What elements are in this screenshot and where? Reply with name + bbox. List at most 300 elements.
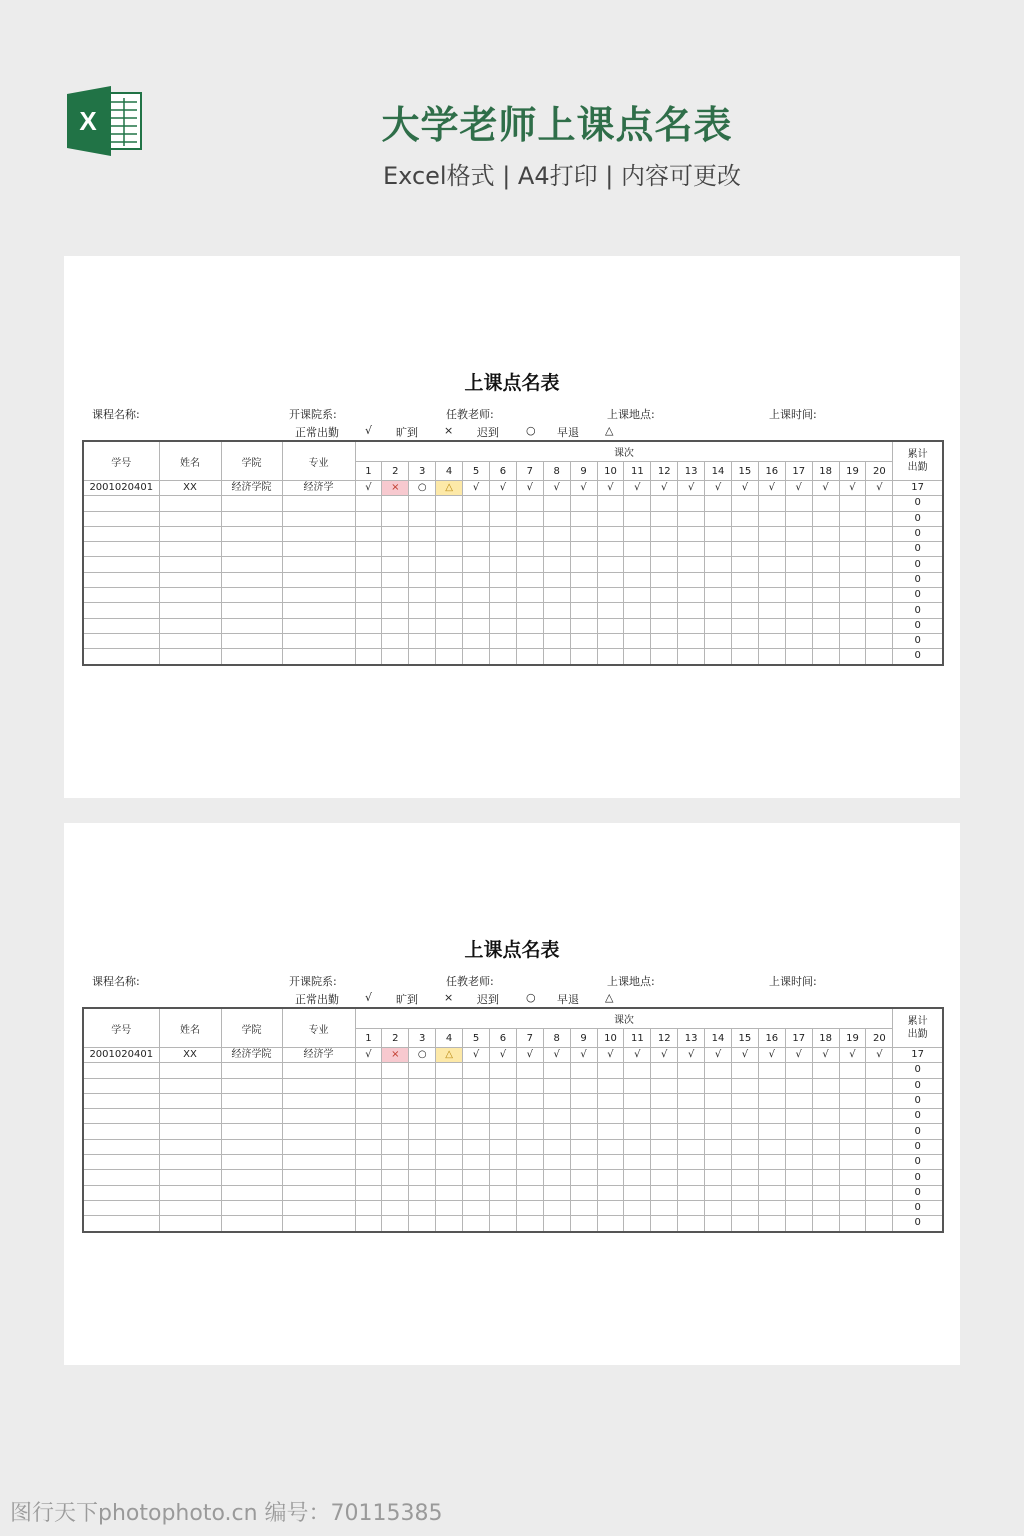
attendance-cell[interactable] bbox=[651, 1185, 678, 1200]
attendance-cell[interactable] bbox=[866, 588, 893, 603]
attendance-cell[interactable] bbox=[812, 1093, 839, 1108]
attendance-cell[interactable] bbox=[436, 1216, 463, 1232]
attendance-cell[interactable] bbox=[543, 1139, 570, 1154]
attendance-cell[interactable] bbox=[570, 496, 597, 511]
attendance-cell[interactable] bbox=[463, 618, 490, 633]
attendance-cell[interactable] bbox=[678, 1170, 705, 1185]
attendance-cell[interactable] bbox=[839, 649, 866, 665]
attendance-cell[interactable] bbox=[543, 603, 570, 618]
cell-name[interactable] bbox=[159, 588, 221, 603]
attendance-cell[interactable] bbox=[597, 1170, 624, 1185]
attendance-cell[interactable] bbox=[678, 1185, 705, 1200]
field-course[interactable]: 课程名称: bbox=[92, 408, 140, 421]
attendance-cell[interactable] bbox=[758, 618, 785, 633]
attendance-cell[interactable] bbox=[678, 1216, 705, 1232]
attendance-cell[interactable]: √ bbox=[543, 481, 570, 496]
attendance-cell[interactable] bbox=[597, 1124, 624, 1139]
attendance-cell[interactable] bbox=[409, 572, 436, 587]
attendance-cell[interactable] bbox=[570, 1216, 597, 1232]
attendance-cell[interactable] bbox=[839, 1185, 866, 1200]
attendance-cell[interactable] bbox=[463, 1109, 490, 1124]
attendance-cell[interactable]: ○ bbox=[409, 1048, 436, 1063]
cell-id[interactable] bbox=[83, 557, 159, 572]
attendance-cell[interactable] bbox=[355, 572, 382, 587]
attendance-cell[interactable] bbox=[570, 1185, 597, 1200]
attendance-cell[interactable] bbox=[489, 542, 516, 557]
attendance-cell[interactable] bbox=[570, 1109, 597, 1124]
attendance-cell[interactable] bbox=[543, 542, 570, 557]
attendance-cell[interactable] bbox=[489, 618, 516, 633]
attendance-cell[interactable] bbox=[409, 1109, 436, 1124]
attendance-cell[interactable] bbox=[839, 633, 866, 648]
attendance-cell[interactable] bbox=[489, 572, 516, 587]
attendance-cell[interactable] bbox=[812, 1216, 839, 1232]
attendance-cell[interactable] bbox=[705, 1109, 732, 1124]
attendance-cell[interactable] bbox=[543, 1124, 570, 1139]
attendance-cell[interactable] bbox=[758, 588, 785, 603]
attendance-cell[interactable] bbox=[597, 1200, 624, 1215]
attendance-cell[interactable] bbox=[624, 542, 651, 557]
attendance-cell[interactable] bbox=[489, 1155, 516, 1170]
cell-name[interactable] bbox=[159, 542, 221, 557]
attendance-cell[interactable] bbox=[409, 1139, 436, 1154]
attendance-cell[interactable] bbox=[355, 542, 382, 557]
cell-college[interactable] bbox=[221, 1185, 282, 1200]
attendance-cell[interactable] bbox=[651, 588, 678, 603]
attendance-cell[interactable] bbox=[678, 633, 705, 648]
attendance-cell[interactable] bbox=[678, 542, 705, 557]
attendance-cell[interactable] bbox=[355, 557, 382, 572]
cell-name[interactable] bbox=[159, 1078, 221, 1093]
attendance-cell[interactable] bbox=[597, 511, 624, 526]
attendance-cell[interactable] bbox=[597, 633, 624, 648]
attendance-cell[interactable] bbox=[382, 1063, 409, 1078]
attendance-cell[interactable] bbox=[463, 1155, 490, 1170]
attendance-cell[interactable] bbox=[436, 1185, 463, 1200]
cell-major[interactable] bbox=[282, 1170, 355, 1185]
attendance-cell[interactable] bbox=[624, 1063, 651, 1078]
attendance-cell[interactable] bbox=[382, 603, 409, 618]
cell-name[interactable] bbox=[159, 1200, 221, 1215]
attendance-cell[interactable] bbox=[570, 1139, 597, 1154]
attendance-cell[interactable] bbox=[409, 633, 436, 648]
attendance-cell[interactable] bbox=[463, 1200, 490, 1215]
cell-college[interactable]: 经济学院 bbox=[221, 1048, 282, 1063]
attendance-cell[interactable]: √ bbox=[866, 481, 893, 496]
attendance-cell[interactable]: √ bbox=[839, 481, 866, 496]
attendance-cell[interactable] bbox=[570, 1093, 597, 1108]
cell-major[interactable] bbox=[282, 1200, 355, 1215]
attendance-cell[interactable] bbox=[436, 1170, 463, 1185]
attendance-cell[interactable] bbox=[489, 1216, 516, 1232]
attendance-cell[interactable] bbox=[812, 1185, 839, 1200]
attendance-cell[interactable] bbox=[866, 1124, 893, 1139]
attendance-cell[interactable] bbox=[463, 511, 490, 526]
attendance-cell[interactable]: √ bbox=[543, 1048, 570, 1063]
attendance-cell[interactable] bbox=[355, 603, 382, 618]
attendance-cell[interactable] bbox=[489, 633, 516, 648]
attendance-cell[interactable] bbox=[436, 1200, 463, 1215]
attendance-cell[interactable] bbox=[543, 1185, 570, 1200]
attendance-cell[interactable] bbox=[382, 618, 409, 633]
cell-id[interactable] bbox=[83, 542, 159, 557]
cell-major[interactable] bbox=[282, 633, 355, 648]
attendance-cell[interactable] bbox=[785, 588, 812, 603]
attendance-cell[interactable] bbox=[812, 588, 839, 603]
attendance-cell[interactable] bbox=[839, 1109, 866, 1124]
cell-name[interactable] bbox=[159, 649, 221, 665]
attendance-cell[interactable] bbox=[436, 1063, 463, 1078]
attendance-cell[interactable] bbox=[489, 511, 516, 526]
attendance-cell[interactable] bbox=[570, 603, 597, 618]
attendance-cell[interactable] bbox=[624, 618, 651, 633]
attendance-cell[interactable] bbox=[785, 1170, 812, 1185]
attendance-cell[interactable] bbox=[516, 1063, 543, 1078]
attendance-cell[interactable] bbox=[463, 557, 490, 572]
attendance-cell[interactable] bbox=[758, 511, 785, 526]
attendance-cell[interactable] bbox=[839, 588, 866, 603]
attendance-cell[interactable] bbox=[516, 1155, 543, 1170]
attendance-cell[interactable] bbox=[516, 588, 543, 603]
cell-id[interactable] bbox=[83, 1063, 159, 1078]
attendance-cell[interactable] bbox=[463, 1139, 490, 1154]
attendance-cell[interactable] bbox=[624, 511, 651, 526]
cell-college[interactable] bbox=[221, 603, 282, 618]
attendance-cell[interactable] bbox=[839, 496, 866, 511]
cell-college[interactable] bbox=[221, 649, 282, 665]
attendance-cell[interactable]: √ bbox=[678, 481, 705, 496]
attendance-cell[interactable] bbox=[758, 1093, 785, 1108]
attendance-cell[interactable] bbox=[436, 511, 463, 526]
attendance-cell[interactable] bbox=[678, 1078, 705, 1093]
attendance-cell[interactable] bbox=[624, 649, 651, 665]
attendance-cell[interactable] bbox=[436, 1139, 463, 1154]
attendance-cell[interactable] bbox=[543, 526, 570, 541]
attendance-cell[interactable]: √ bbox=[731, 481, 758, 496]
attendance-cell[interactable] bbox=[785, 1124, 812, 1139]
attendance-cell[interactable] bbox=[516, 1170, 543, 1185]
attendance-cell[interactable] bbox=[812, 1078, 839, 1093]
cell-id[interactable] bbox=[83, 1200, 159, 1215]
attendance-cell[interactable] bbox=[785, 633, 812, 648]
attendance-cell[interactable] bbox=[489, 1139, 516, 1154]
cell-name[interactable] bbox=[159, 557, 221, 572]
attendance-cell[interactable] bbox=[463, 1170, 490, 1185]
attendance-cell[interactable] bbox=[651, 1155, 678, 1170]
attendance-cell[interactable] bbox=[489, 588, 516, 603]
cell-major[interactable] bbox=[282, 1139, 355, 1154]
attendance-cell[interactable] bbox=[866, 542, 893, 557]
attendance-cell[interactable] bbox=[570, 557, 597, 572]
cell-major[interactable] bbox=[282, 1093, 355, 1108]
attendance-cell[interactable] bbox=[651, 1063, 678, 1078]
cell-name[interactable] bbox=[159, 1170, 221, 1185]
attendance-cell[interactable] bbox=[597, 1078, 624, 1093]
attendance-cell[interactable] bbox=[543, 633, 570, 648]
attendance-cell[interactable] bbox=[731, 588, 758, 603]
attendance-cell[interactable] bbox=[678, 1200, 705, 1215]
attendance-cell[interactable] bbox=[597, 1216, 624, 1232]
attendance-cell[interactable] bbox=[812, 1109, 839, 1124]
cell-major[interactable]: 经济学 bbox=[282, 1048, 355, 1063]
cell-major[interactable] bbox=[282, 1078, 355, 1093]
attendance-cell[interactable] bbox=[651, 572, 678, 587]
attendance-cell[interactable] bbox=[731, 1093, 758, 1108]
attendance-cell[interactable] bbox=[731, 1200, 758, 1215]
cell-id[interactable]: 2001020401 bbox=[83, 1048, 159, 1063]
attendance-cell[interactable] bbox=[355, 1093, 382, 1108]
attendance-cell[interactable] bbox=[624, 1078, 651, 1093]
cell-major[interactable] bbox=[282, 603, 355, 618]
field-teacher[interactable]: 任教老师: bbox=[446, 975, 494, 988]
cell-id[interactable] bbox=[83, 588, 159, 603]
field-department[interactable]: 开课院系: bbox=[289, 408, 337, 421]
attendance-cell[interactable] bbox=[651, 496, 678, 511]
attendance-cell[interactable] bbox=[785, 1093, 812, 1108]
attendance-cell[interactable] bbox=[651, 1170, 678, 1185]
attendance-cell[interactable]: √ bbox=[785, 481, 812, 496]
attendance-cell[interactable] bbox=[624, 526, 651, 541]
attendance-cell[interactable] bbox=[651, 618, 678, 633]
cell-id[interactable] bbox=[83, 496, 159, 511]
cell-major[interactable] bbox=[282, 1109, 355, 1124]
attendance-cell[interactable] bbox=[597, 496, 624, 511]
attendance-cell[interactable] bbox=[489, 1185, 516, 1200]
attendance-cell[interactable] bbox=[382, 542, 409, 557]
attendance-cell[interactable] bbox=[624, 1155, 651, 1170]
attendance-cell[interactable] bbox=[436, 1155, 463, 1170]
attendance-cell[interactable] bbox=[678, 572, 705, 587]
attendance-cell[interactable] bbox=[624, 1170, 651, 1185]
cell-major[interactable] bbox=[282, 1216, 355, 1232]
cell-id[interactable] bbox=[83, 618, 159, 633]
cell-id[interactable] bbox=[83, 1216, 159, 1232]
cell-college[interactable] bbox=[221, 588, 282, 603]
attendance-cell[interactable] bbox=[543, 511, 570, 526]
attendance-cell[interactable] bbox=[731, 1139, 758, 1154]
attendance-cell[interactable] bbox=[624, 1109, 651, 1124]
attendance-cell[interactable] bbox=[785, 649, 812, 665]
attendance-cell[interactable] bbox=[382, 526, 409, 541]
attendance-cell[interactable] bbox=[705, 1063, 732, 1078]
attendance-cell[interactable] bbox=[651, 526, 678, 541]
attendance-cell[interactable] bbox=[463, 1185, 490, 1200]
attendance-cell[interactable]: √ bbox=[651, 1048, 678, 1063]
attendance-cell[interactable] bbox=[355, 1200, 382, 1215]
attendance-cell[interactable] bbox=[624, 572, 651, 587]
attendance-cell[interactable] bbox=[516, 572, 543, 587]
attendance-cell[interactable] bbox=[731, 511, 758, 526]
attendance-cell[interactable] bbox=[758, 1078, 785, 1093]
attendance-cell[interactable] bbox=[731, 542, 758, 557]
attendance-cell[interactable] bbox=[409, 1185, 436, 1200]
attendance-cell[interactable] bbox=[516, 1109, 543, 1124]
attendance-cell[interactable] bbox=[678, 496, 705, 511]
attendance-cell[interactable] bbox=[489, 1078, 516, 1093]
cell-major[interactable] bbox=[282, 1063, 355, 1078]
attendance-cell[interactable] bbox=[463, 1093, 490, 1108]
attendance-cell[interactable] bbox=[543, 1216, 570, 1232]
attendance-cell[interactable] bbox=[705, 1185, 732, 1200]
attendance-cell[interactable] bbox=[812, 618, 839, 633]
attendance-cell[interactable]: × bbox=[382, 1048, 409, 1063]
attendance-cell[interactable] bbox=[570, 633, 597, 648]
attendance-cell[interactable] bbox=[409, 557, 436, 572]
attendance-cell[interactable]: √ bbox=[758, 481, 785, 496]
cell-name[interactable]: XX bbox=[159, 1048, 221, 1063]
attendance-cell[interactable] bbox=[812, 526, 839, 541]
cell-college[interactable] bbox=[221, 1078, 282, 1093]
attendance-cell[interactable] bbox=[705, 1124, 732, 1139]
attendance-cell[interactable] bbox=[436, 633, 463, 648]
cell-college[interactable] bbox=[221, 496, 282, 511]
attendance-cell[interactable] bbox=[812, 572, 839, 587]
cell-id[interactable] bbox=[83, 649, 159, 665]
attendance-cell[interactable] bbox=[516, 511, 543, 526]
attendance-cell[interactable] bbox=[651, 1139, 678, 1154]
attendance-cell[interactable] bbox=[597, 1063, 624, 1078]
attendance-cell[interactable] bbox=[543, 1155, 570, 1170]
field-teacher[interactable]: 任教老师: bbox=[446, 408, 494, 421]
attendance-cell[interactable]: √ bbox=[705, 1048, 732, 1063]
attendance-cell[interactable] bbox=[597, 526, 624, 541]
attendance-cell[interactable] bbox=[866, 1185, 893, 1200]
attendance-cell[interactable] bbox=[436, 603, 463, 618]
attendance-cell[interactable] bbox=[382, 649, 409, 665]
attendance-cell[interactable] bbox=[543, 588, 570, 603]
attendance-cell[interactable] bbox=[436, 1093, 463, 1108]
cell-name[interactable] bbox=[159, 603, 221, 618]
attendance-cell[interactable] bbox=[355, 1185, 382, 1200]
attendance-cell[interactable] bbox=[812, 496, 839, 511]
attendance-cell[interactable] bbox=[463, 526, 490, 541]
attendance-cell[interactable] bbox=[624, 588, 651, 603]
attendance-cell[interactable] bbox=[651, 557, 678, 572]
attendance-cell[interactable] bbox=[785, 618, 812, 633]
attendance-cell[interactable] bbox=[839, 1139, 866, 1154]
attendance-cell[interactable] bbox=[355, 588, 382, 603]
attendance-cell[interactable] bbox=[705, 1093, 732, 1108]
attendance-cell[interactable] bbox=[543, 649, 570, 665]
cell-major[interactable] bbox=[282, 588, 355, 603]
cell-id[interactable] bbox=[83, 572, 159, 587]
attendance-cell[interactable] bbox=[651, 1078, 678, 1093]
attendance-cell[interactable] bbox=[597, 649, 624, 665]
attendance-cell[interactable]: √ bbox=[489, 1048, 516, 1063]
attendance-cell[interactable] bbox=[463, 603, 490, 618]
attendance-cell[interactable] bbox=[758, 1200, 785, 1215]
cell-college[interactable] bbox=[221, 1093, 282, 1108]
attendance-cell[interactable] bbox=[731, 1170, 758, 1185]
attendance-cell[interactable] bbox=[543, 1078, 570, 1093]
cell-name[interactable] bbox=[159, 1216, 221, 1232]
cell-id[interactable] bbox=[83, 633, 159, 648]
attendance-cell[interactable] bbox=[839, 1063, 866, 1078]
cell-major[interactable] bbox=[282, 542, 355, 557]
attendance-cell[interactable] bbox=[785, 1063, 812, 1078]
attendance-cell[interactable] bbox=[839, 572, 866, 587]
attendance-cell[interactable] bbox=[678, 603, 705, 618]
attendance-cell[interactable] bbox=[597, 618, 624, 633]
attendance-cell[interactable] bbox=[731, 649, 758, 665]
attendance-cell[interactable] bbox=[758, 1185, 785, 1200]
cell-college[interactable] bbox=[221, 1200, 282, 1215]
cell-name[interactable] bbox=[159, 1185, 221, 1200]
cell-name[interactable] bbox=[159, 526, 221, 541]
attendance-cell[interactable] bbox=[489, 1093, 516, 1108]
cell-college[interactable]: 经济学院 bbox=[221, 481, 282, 496]
attendance-cell[interactable] bbox=[812, 1170, 839, 1185]
attendance-cell[interactable] bbox=[866, 557, 893, 572]
attendance-cell[interactable] bbox=[731, 1124, 758, 1139]
attendance-cell[interactable] bbox=[382, 633, 409, 648]
attendance-cell[interactable]: △ bbox=[436, 481, 463, 496]
cell-major[interactable] bbox=[282, 1185, 355, 1200]
attendance-cell[interactable] bbox=[382, 572, 409, 587]
attendance-cell[interactable] bbox=[543, 496, 570, 511]
attendance-cell[interactable] bbox=[866, 511, 893, 526]
attendance-cell[interactable] bbox=[463, 1216, 490, 1232]
attendance-cell[interactable] bbox=[409, 1170, 436, 1185]
cell-major[interactable] bbox=[282, 557, 355, 572]
attendance-cell[interactable] bbox=[785, 1078, 812, 1093]
attendance-cell[interactable] bbox=[543, 1093, 570, 1108]
attendance-cell[interactable] bbox=[382, 1078, 409, 1093]
attendance-cell[interactable]: × bbox=[382, 481, 409, 496]
attendance-cell[interactable] bbox=[839, 1155, 866, 1170]
attendance-cell[interactable] bbox=[355, 526, 382, 541]
attendance-cell[interactable] bbox=[758, 572, 785, 587]
attendance-cell[interactable] bbox=[651, 633, 678, 648]
cell-name[interactable] bbox=[159, 1139, 221, 1154]
attendance-cell[interactable] bbox=[597, 1139, 624, 1154]
attendance-cell[interactable] bbox=[678, 588, 705, 603]
attendance-cell[interactable] bbox=[382, 1200, 409, 1215]
attendance-cell[interactable] bbox=[705, 1155, 732, 1170]
cell-college[interactable] bbox=[221, 1124, 282, 1139]
attendance-cell[interactable] bbox=[436, 496, 463, 511]
attendance-cell[interactable] bbox=[866, 1155, 893, 1170]
field-course[interactable]: 课程名称: bbox=[92, 975, 140, 988]
attendance-cell[interactable] bbox=[812, 1124, 839, 1139]
attendance-cell[interactable] bbox=[489, 603, 516, 618]
cell-id[interactable] bbox=[83, 1170, 159, 1185]
attendance-cell[interactable]: √ bbox=[597, 481, 624, 496]
attendance-cell[interactable]: √ bbox=[624, 1048, 651, 1063]
attendance-cell[interactable] bbox=[758, 1109, 785, 1124]
attendance-cell[interactable]: √ bbox=[570, 481, 597, 496]
attendance-cell[interactable] bbox=[731, 1155, 758, 1170]
cell-major[interactable]: 经济学 bbox=[282, 481, 355, 496]
attendance-cell[interactable] bbox=[785, 511, 812, 526]
attendance-cell[interactable] bbox=[758, 496, 785, 511]
attendance-cell[interactable] bbox=[866, 572, 893, 587]
attendance-cell[interactable] bbox=[866, 1093, 893, 1108]
cell-name[interactable] bbox=[159, 618, 221, 633]
cell-college[interactable] bbox=[221, 572, 282, 587]
attendance-cell[interactable] bbox=[678, 1093, 705, 1108]
attendance-cell[interactable] bbox=[463, 588, 490, 603]
attendance-cell[interactable] bbox=[705, 1216, 732, 1232]
attendance-cell[interactable] bbox=[866, 1139, 893, 1154]
attendance-cell[interactable] bbox=[785, 572, 812, 587]
attendance-cell[interactable] bbox=[597, 557, 624, 572]
attendance-cell[interactable] bbox=[758, 1124, 785, 1139]
cell-major[interactable] bbox=[282, 618, 355, 633]
attendance-cell[interactable] bbox=[570, 1200, 597, 1215]
attendance-cell[interactable] bbox=[731, 557, 758, 572]
attendance-cell[interactable] bbox=[489, 1124, 516, 1139]
